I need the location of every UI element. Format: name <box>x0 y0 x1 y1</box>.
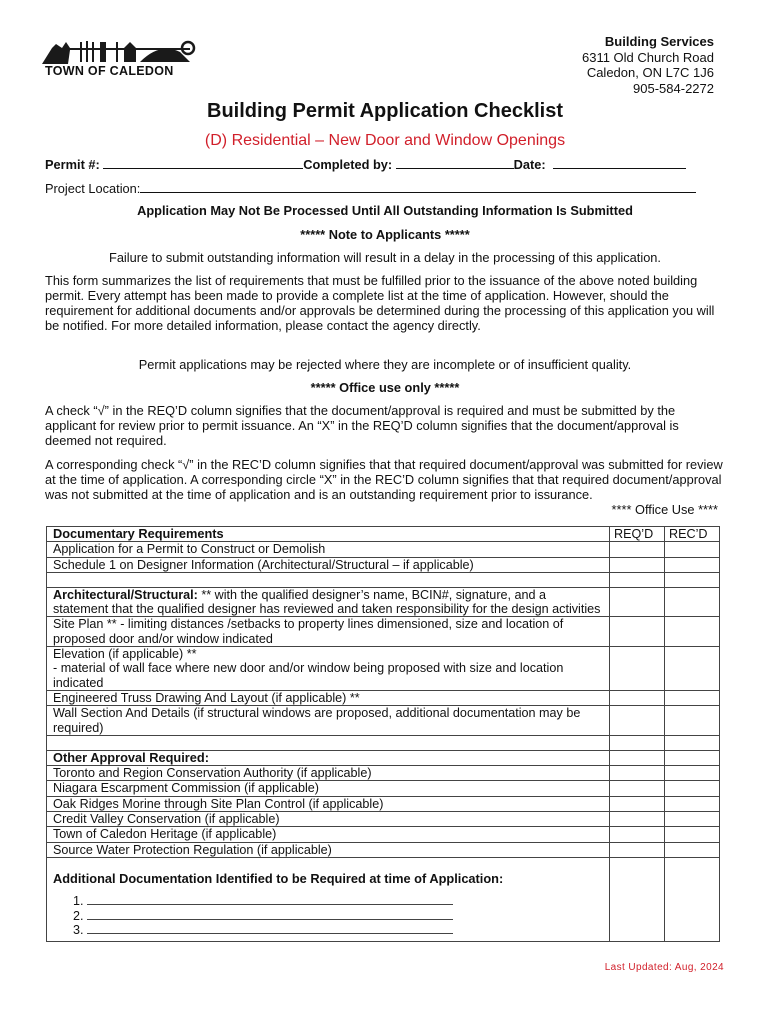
rec-checkbox[interactable] <box>665 617 720 647</box>
rec-checkbox[interactable] <box>665 796 720 811</box>
table-row <box>47 557 720 572</box>
rec-checkbox[interactable] <box>665 557 720 572</box>
req-checkbox[interactable] <box>610 690 665 705</box>
blank-row <box>47 735 610 750</box>
table-row <box>47 706 720 736</box>
requirement-item: Town of Caledon Heritage (if applicable) <box>47 827 610 842</box>
architectural-text: ** with the qualified designer’s name, BCIN#, signature, and a statement that the qualified designer has reviewed and taken responsibility for the design activities <box>53 587 601 617</box>
project-location-field[interactable] <box>140 180 696 193</box>
blank-row <box>47 572 610 587</box>
table-row <box>47 690 720 705</box>
additional-entry-field[interactable] <box>87 894 453 905</box>
rec-checkbox[interactable] <box>665 842 720 857</box>
req-checkbox[interactable] <box>610 557 665 572</box>
office-use-label: **** Office Use **** <box>611 502 718 517</box>
list-number: 1. <box>73 894 84 909</box>
rec-checkbox[interactable] <box>665 857 720 941</box>
table-row <box>47 617 720 647</box>
table-row <box>47 572 720 587</box>
logo-text: TOWN OF CALEDON <box>45 64 174 78</box>
requirement-item: Engineered Truss Drawing And Layout (if applicable) ** <box>47 690 610 705</box>
req-checkbox[interactable] <box>610 587 665 617</box>
department-name: Building Services <box>604 34 714 49</box>
page-title: Building Permit Application Checklist <box>207 100 563 122</box>
req-checkbox[interactable] <box>610 857 665 941</box>
additional-documentation-cell <box>47 857 610 941</box>
additional-line-2 <box>53 909 603 923</box>
req-checkbox[interactable] <box>610 706 665 736</box>
requirement-item: Toronto and Region Conservation Authority (if applicable) <box>47 766 610 781</box>
date-label: Date: <box>513 157 546 172</box>
list-number: 3. <box>73 922 84 937</box>
table-row <box>47 812 720 827</box>
table-row <box>47 750 720 765</box>
elevation-label: Elevation (if applicable) ** <box>53 647 197 662</box>
requirement-item: Wall Section And Details (if structural windows are proposed, additional documentation may be required) <box>47 706 610 736</box>
page-subtitle: (D) Residential – New Door and Window Openings <box>204 132 566 149</box>
req-checkbox[interactable] <box>610 827 665 842</box>
table-row <box>47 781 720 796</box>
req-checkbox[interactable] <box>610 781 665 796</box>
req-checkbox[interactable] <box>610 617 665 647</box>
req-header: REQ’D <box>610 527 665 542</box>
req-checkbox[interactable] <box>610 812 665 827</box>
table-row <box>47 827 720 842</box>
completed-by-label: Completed by: <box>303 157 393 172</box>
architectural-label: Architectural/Structural: <box>53 587 198 602</box>
elevation-detail: - material of wall face where new door and/or window being proposed with size and location indicated <box>53 661 564 690</box>
processing-notice: Application May Not Be Processed Until All Outstanding Information Is Submitted <box>137 203 633 218</box>
table-row <box>47 527 720 542</box>
project-location-row <box>45 180 696 196</box>
permit-fields-row <box>45 156 686 172</box>
requirement-item: Application for a Permit to Construct or Demolish <box>47 542 610 557</box>
completed-by-field[interactable] <box>396 156 514 169</box>
rec-checkbox[interactable] <box>665 542 720 557</box>
office-use-heading: ***** Office use only ***** <box>310 380 460 395</box>
rec-checkbox[interactable] <box>665 647 720 691</box>
additional-documentation-heading: Additional Documentation Identified to be Required at time of Application: <box>53 870 504 886</box>
rec-checkbox[interactable] <box>665 706 720 736</box>
rec-checkbox[interactable] <box>665 766 720 781</box>
street-address: 6311 Old Church Road <box>581 49 714 65</box>
req-checkbox[interactable] <box>610 542 665 557</box>
table-row <box>47 842 720 857</box>
documentary-heading: Documentary Requirements <box>47 527 610 542</box>
table-row <box>47 857 720 941</box>
requirements-table <box>46 526 720 942</box>
req-checkbox[interactable] <box>610 647 665 691</box>
additional-line-3 <box>53 923 603 937</box>
req-checkbox[interactable] <box>610 796 665 811</box>
table-row <box>47 587 720 617</box>
rejection-notice: Permit applications may be rejected where they are incomplete or of insufficient quality. <box>138 357 632 372</box>
rec-checkbox[interactable] <box>665 587 720 617</box>
rec-checkbox[interactable] <box>665 827 720 842</box>
requirement-item: Site Plan ** - limiting distances /setbacks to property lines dimensioned, size and location of proposed door and/or window indicated <box>47 617 610 647</box>
summary-paragraph: This form summarizes the list of requirements that must be fulfilled prior to the issuance of the above noted building permit. Every attempt has been made to provide a complete list at the time of application. However, should the requirement for additional documents and/or approvals be determined during the processing of this application you will be notified. For more detailed information, please contact the agency directly. <box>45 273 715 333</box>
other-approval-heading: Other Approval Required: <box>47 750 610 765</box>
additional-entry-field[interactable] <box>87 923 453 934</box>
additional-entry-field[interactable] <box>87 909 453 920</box>
rec-column-explanation: A corresponding check “√” in the REC’D column signifies that that required document/approval was submitted for review at the time of application. A corresponding circle “X” in the REC’D column signifies that that required document/approval was not submitted at the time of application and is an outstanding requirement prior to issurance. <box>45 457 723 502</box>
requirement-item: Source Water Protection Regulation (if applicable) <box>47 842 610 857</box>
req-column-explanation: A check “√” in the REQ’D column signifies that the document/approval is required and must be submitted by the applicant for review prior to permit issuance. An “X” in the REQ’D column signifies that the document/approval is deemed not required. <box>45 403 679 448</box>
failure-notice: Failure to submit outstanding information will result in a delay in the processing of this application. <box>109 250 661 265</box>
req-checkbox[interactable] <box>610 842 665 857</box>
architectural-structural-item <box>47 587 610 617</box>
table-row <box>47 647 720 691</box>
last-updated-footer: Last Updated: Aug, 2024 <box>604 962 724 973</box>
note-heading: ***** Note to Applicants ***** <box>300 227 470 242</box>
table-row <box>47 796 720 811</box>
additional-line-1 <box>53 894 603 908</box>
table-row <box>47 735 720 750</box>
requirement-item <box>47 647 610 691</box>
permit-number-field[interactable] <box>103 156 303 169</box>
requirement-item: Schedule 1 on Designer Information (Architectural/Structural – if applicable) <box>47 557 610 572</box>
requirement-item: Credit Valley Conservation (if applicable) <box>47 812 610 827</box>
requirement-item: Oak Ridges Morine through Site Plan Control (if applicable) <box>47 796 610 811</box>
table-row <box>47 542 720 557</box>
list-number: 2. <box>73 908 84 923</box>
address-block <box>582 34 714 96</box>
rec-checkbox[interactable] <box>665 781 720 796</box>
rec-checkbox[interactable] <box>665 690 720 705</box>
date-field[interactable] <box>553 156 686 169</box>
permit-label: Permit #: <box>45 157 100 172</box>
rec-header: REC’D <box>665 527 720 542</box>
project-location-label: Project Location: <box>45 181 141 196</box>
requirement-item: Niagara Escarpment Commission (if applicable) <box>47 781 610 796</box>
req-checkbox[interactable] <box>610 766 665 781</box>
city-address: Caledon, ON L7C 1J6 <box>586 65 714 80</box>
rec-checkbox[interactable] <box>665 812 720 827</box>
phone-number: 905-584-2272 <box>633 80 714 96</box>
table-row <box>47 766 720 781</box>
